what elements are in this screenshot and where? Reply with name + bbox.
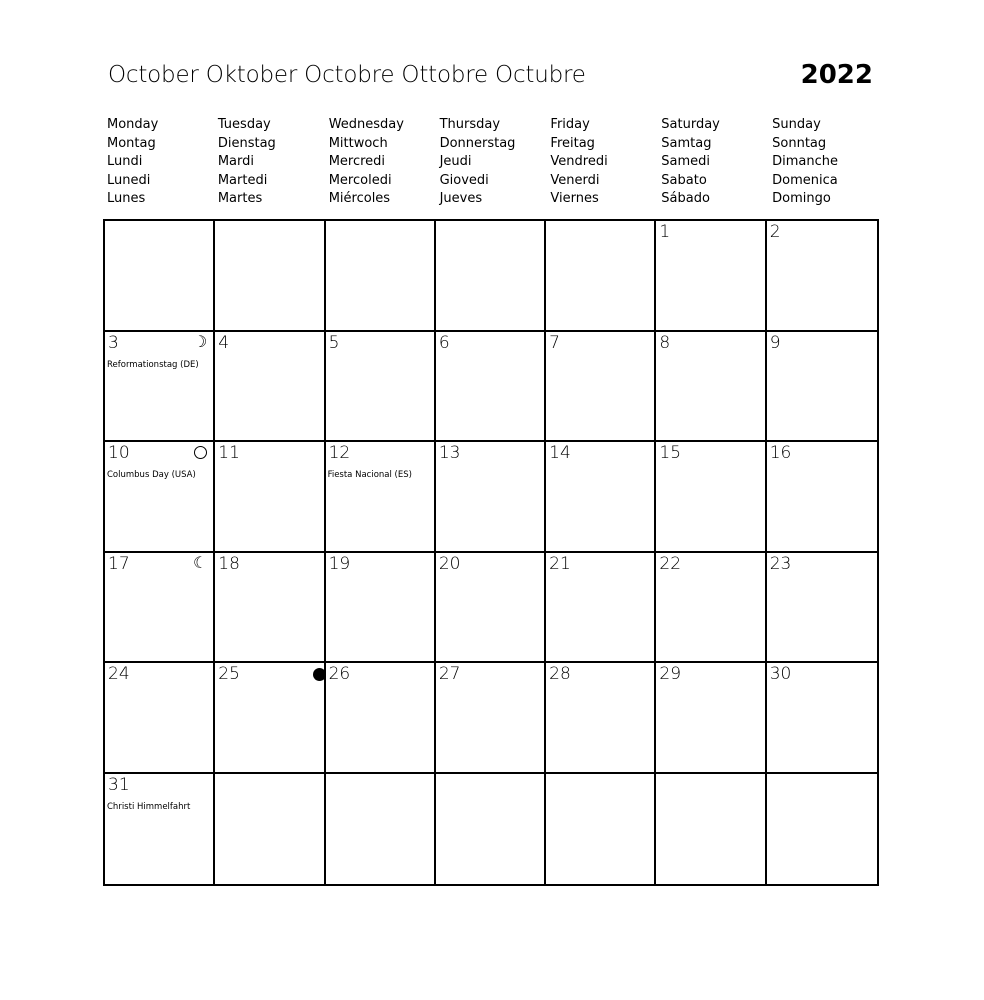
empty-cell [326,774,436,885]
empty-cell [767,774,877,885]
weekday-name: Domenica [772,172,838,188]
day-cell-11 [215,442,325,553]
weekday-name: Samtag [661,135,712,151]
weekday-name: Wednesday [328,117,404,132]
weekday-name: Lunedi [107,172,151,188]
day-number: 2 [769,222,781,242]
day-cell-15 [656,442,766,553]
moon-last-quarter-icon: ☾ [192,552,208,572]
weekday-name: Mercredi [328,154,386,170]
weekday-headers [103,116,879,209]
year-label: 2022 [800,60,873,90]
empty-cell [326,221,436,332]
weekday-name: Mardi [217,154,255,170]
weekday-name: Mittwoch [328,135,388,151]
day-number: 24 [108,664,130,684]
empty-cell [215,221,325,332]
weekday-name: Martedi [217,172,268,188]
weekday-name: Friday [550,117,590,132]
weekday-name: Dimanche [772,154,839,170]
weekday-name: Sabato [661,172,707,188]
day-cell-20 [436,553,546,664]
day-number: 9 [769,332,781,353]
day-cell-2 [767,221,877,332]
day-number: 14 [549,443,571,463]
day-number: 15 [659,443,682,463]
day-cell-4 [215,332,325,443]
moon-new-icon [313,668,326,681]
weekday-header-sunday [768,116,879,209]
weekday-name: Viernes [550,191,599,207]
weekday-name: Jeudi [439,154,472,170]
day-number: 1 [659,222,671,242]
day-cell-29 [656,663,766,774]
moon-first-quarter-icon: ☽ [192,331,208,351]
day-cell-18 [215,553,325,664]
day-cell-24 [105,663,215,774]
day-number: 11 [218,443,240,463]
empty-cell [656,774,766,885]
day-cell-25 [215,663,325,774]
day-number: 19 [328,553,351,574]
empty-cell [215,774,325,885]
empty-cell [436,221,546,332]
weekday-header-friday [546,116,657,209]
day-number: 28 [549,664,571,684]
weekday-header-monday [103,116,214,209]
day-number: 7 [549,332,560,353]
day-cell-9 [767,332,877,443]
empty-cell [546,221,656,332]
weekday-header-saturday [657,116,768,209]
day-cell-6 [436,332,546,443]
day-number: 12 [328,443,351,463]
empty-cell [105,221,215,332]
weekday-header-tuesday [214,116,325,209]
weekday-name: Thursday [439,117,501,132]
holiday-note: Fiesta Nacional (ES) [327,470,412,480]
day-cell-26 [326,663,436,774]
day-number: 22 [659,553,682,574]
day-cell-22 [656,553,766,664]
weekday-name: Jueves [439,191,483,207]
day-number: 18 [218,553,240,574]
weekday-name: Domingo [772,191,831,207]
moon-full-icon [194,446,207,459]
day-number: 27 [438,664,461,684]
holiday-note: Christi Himmelfahrt [107,801,191,812]
empty-cell [436,774,546,885]
day-number: 29 [659,664,682,684]
weekday-name: Dienstag [217,135,276,151]
day-number: 6 [438,332,450,353]
weekday-name: Lundi [107,154,143,170]
calendar-grid [103,219,879,886]
day-cell-10 [105,442,215,553]
day-number: 23 [769,553,792,574]
weekday-name: Sunday [772,117,821,132]
month-title: October Oktober Octobre Ottobre Octubre [108,62,586,88]
weekday-name: Lunes [107,191,146,207]
weekday-name: Mercoledi [328,172,392,188]
day-number: 10 [108,443,130,463]
weekday-name: Tuesday [217,117,271,132]
day-cell-12 [326,442,436,553]
day-cell-7 [546,332,656,443]
day-cell-17 [105,553,215,664]
day-cell-1 [656,221,766,332]
day-number: 5 [328,332,340,353]
day-cell-3 [105,332,215,443]
day-cell-14 [546,442,656,553]
weekday-name: Samedi [661,154,711,170]
weekday-name: Giovedi [439,172,489,188]
weekday-name: Monday [107,117,159,132]
day-cell-5 [326,332,436,443]
day-cell-28 [546,663,656,774]
weekday-header-wednesday [325,116,436,209]
weekday-name: Venerdi [550,172,600,188]
day-number: 21 [549,553,571,574]
day-cell-27 [436,663,546,774]
day-cell-8 [656,332,766,443]
weekday-name: Sonntag [772,135,827,151]
day-number: 8 [659,332,671,353]
weekday-name: Freitag [550,135,595,151]
weekday-name: Donnerstag [439,135,516,151]
day-number: 3 [108,332,119,353]
day-number: 16 [769,443,792,463]
day-number: 31 [108,774,130,795]
day-cell-21 [546,553,656,664]
day-cell-23 [767,553,877,664]
day-number: 25 [218,664,240,684]
day-cell-30 [767,663,877,774]
day-cell-16 [767,442,877,553]
day-number: 13 [438,443,461,463]
day-number: 20 [438,553,461,574]
day-cell-13 [436,442,546,553]
empty-cell [546,774,656,885]
weekday-name: Montag [107,135,156,151]
weekday-header-thursday [436,116,547,209]
weekday-name: Martes [217,191,263,207]
day-number: 17 [108,553,130,574]
holiday-note: Columbus Day (USA) [107,470,196,480]
weekday-name: Saturday [661,117,720,132]
weekday-name: Miércoles [328,191,391,207]
day-number: 26 [328,664,351,684]
day-cell-31 [105,774,215,885]
holiday-note: Reformationstag (DE) [107,359,199,370]
day-number: 30 [769,664,792,684]
weekday-name: Vendredi [550,154,608,170]
day-cell-19 [326,553,436,664]
day-number: 4 [218,332,230,353]
weekday-name: Sábado [661,191,710,207]
